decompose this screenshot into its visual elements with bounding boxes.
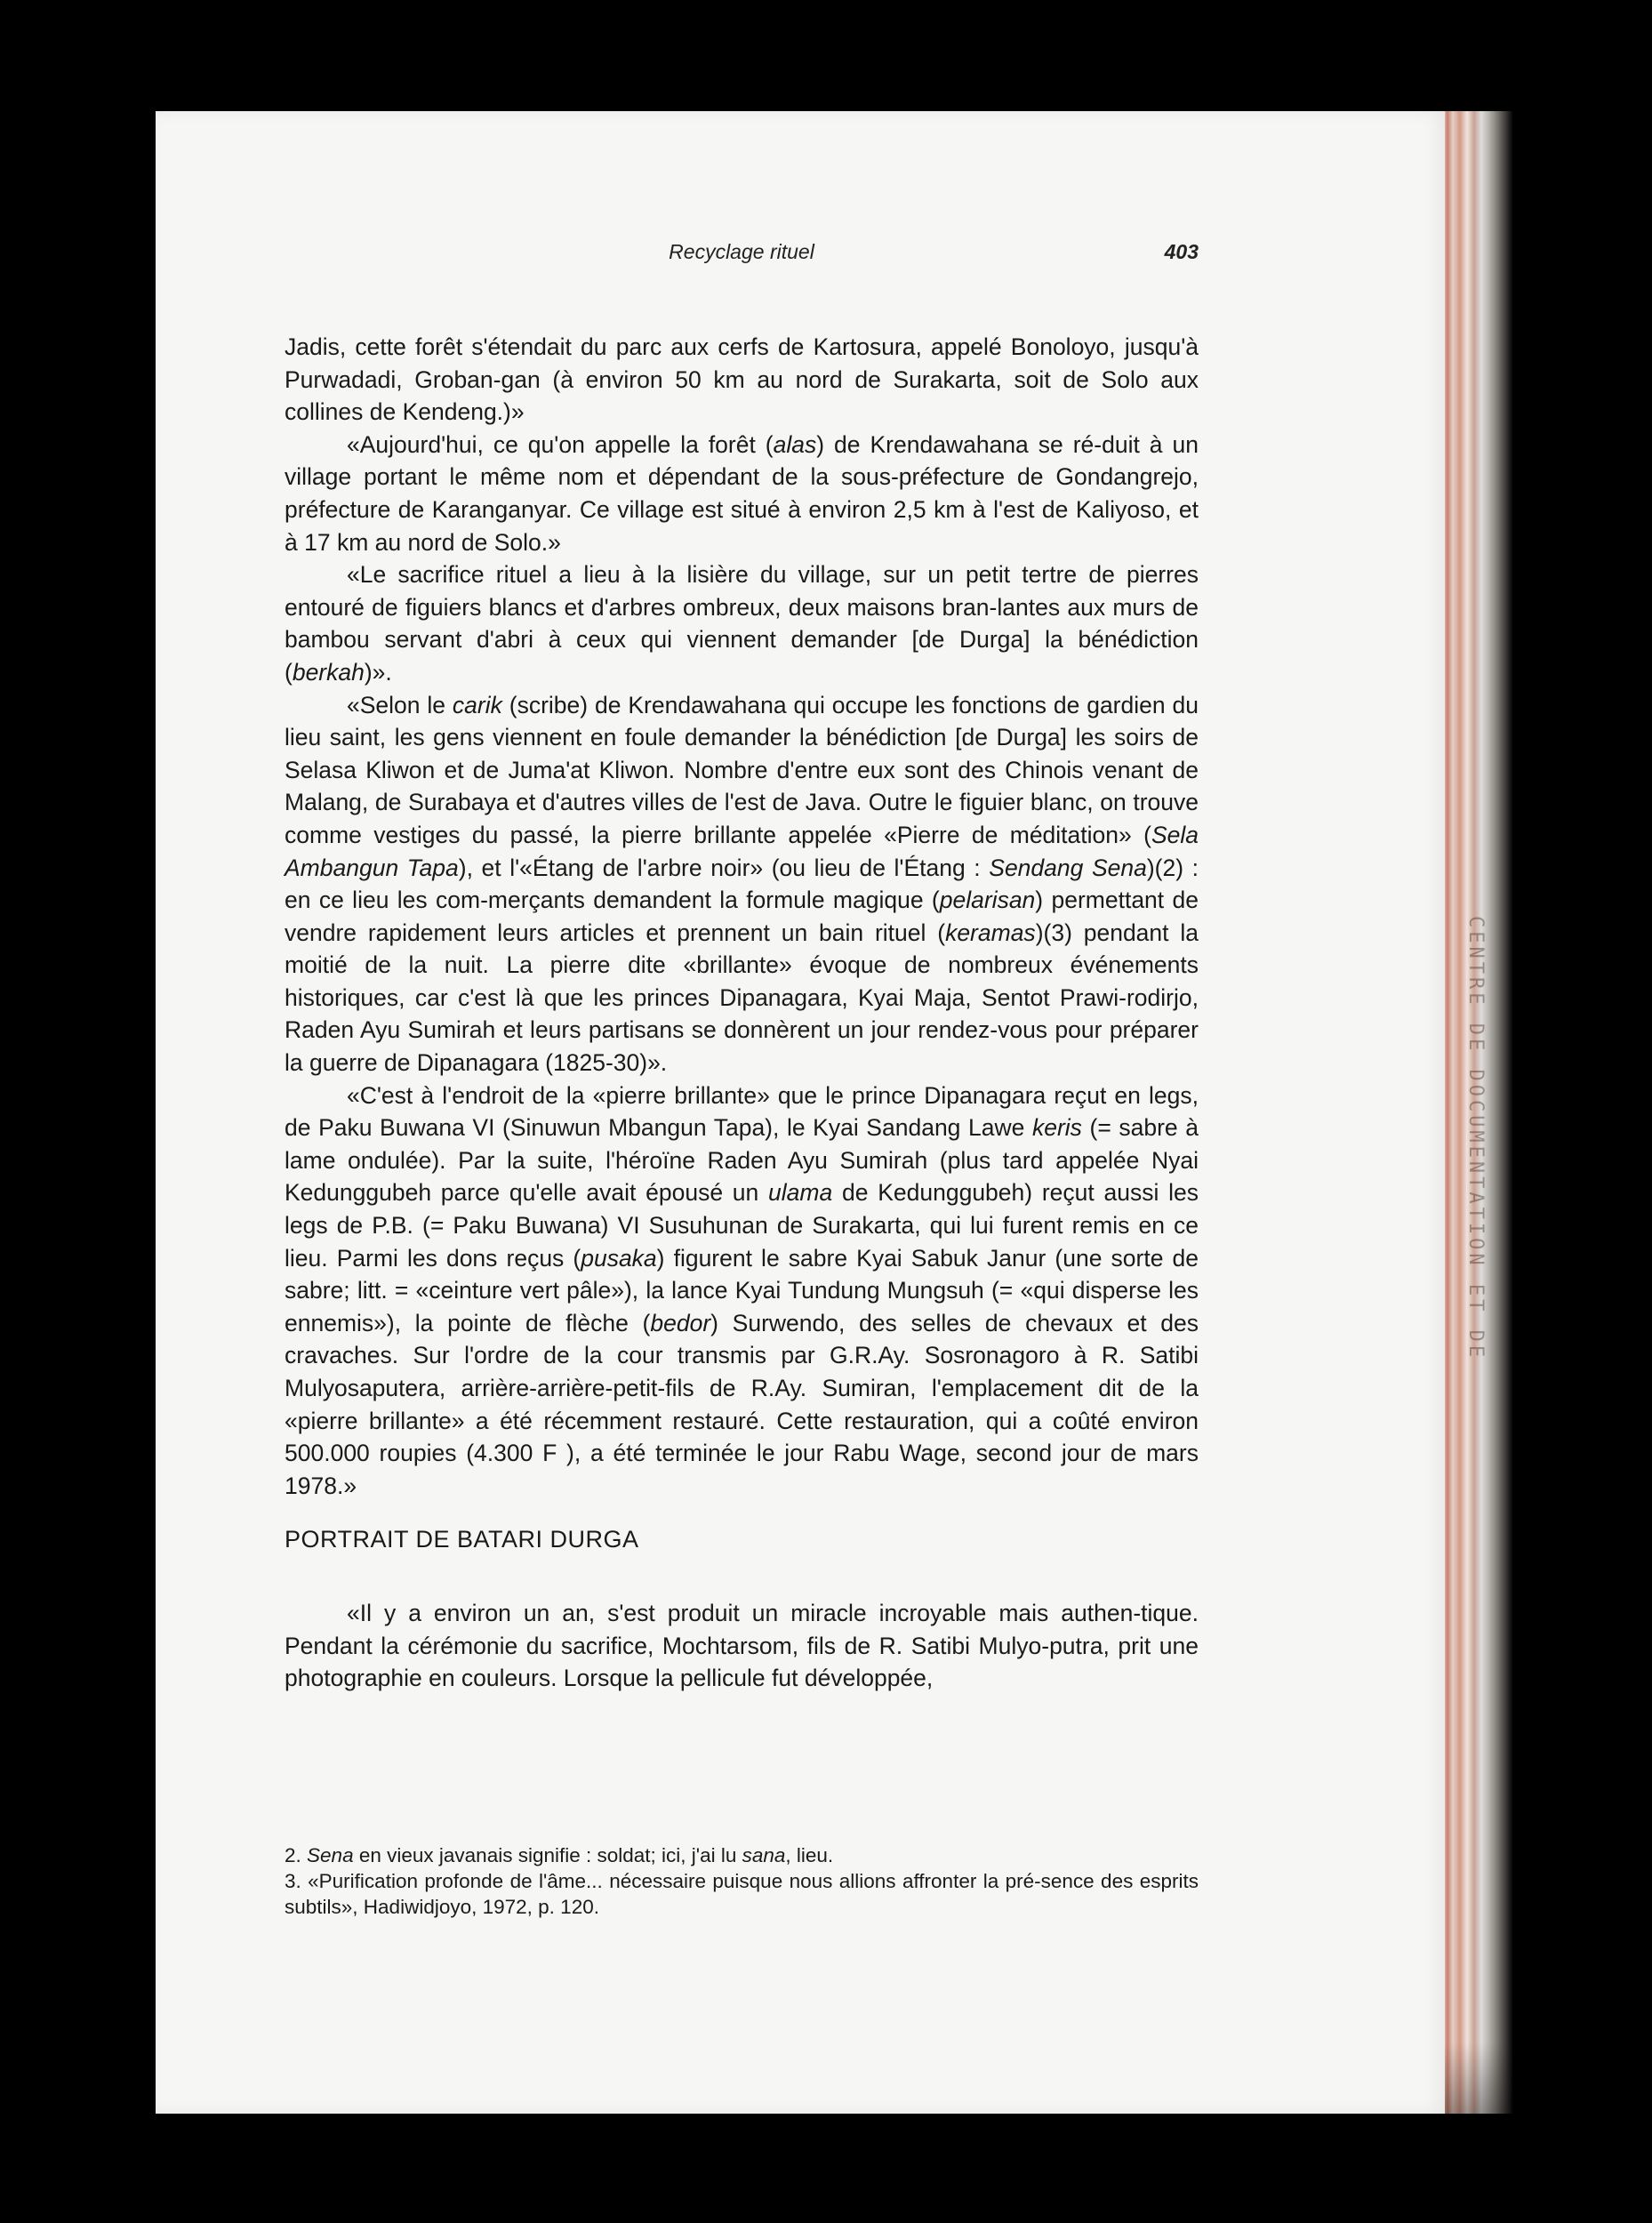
footnote-2: 2. Sena en vieux javanais signifie : soldat; ici, j'ai lu sana, lieu.: [285, 1844, 834, 1866]
body-text: [285, 331, 1199, 1695]
running-title: Recyclage rituel: [669, 240, 814, 263]
library-stamp: CENTRE DE DOCUMENTATION ET DE: [1464, 915, 1487, 1361]
paragraph: «Le sacrifice rituel a lieu à la lisière du village, sur un petit tertre de pierres entouré de figuiers blancs et d'arbres ombreux, deux maisons bran-lantes aux murs de bambou servant d'abri à ceux qui viennent demander [de Durga] la bénédiction (berkah)».: [285, 561, 1199, 686]
footnote-3: 3. «Purification profonde de l'âme... nécessaire puisque nous allions affronter la pré-sence des esprits subtils», Hadiwidjoyo, 1972, p. 120.: [285, 1870, 1199, 1918]
paragraph: «C'est à l'endroit de la «pierre brillante» que le prince Dipanagara reçut en legs, de Paku Buwana VI (Sinuwun Mbangun Tapa), le Kyai Sandang Lawe keris (= sabre à lame ondulée). Par la suite, l'héroïne Raden Ayu Sumirah (plus tard appelée Nyai Kedunggubeh parce qu'elle avait épousé un ulama de Kedunggubeh) reçut aussi les legs de P.B. (= Paku Buwana) VI Susuhunan de Surakarta, qui lui furent remis en ce lieu. Parmi les dons reçus (pusaka) figurent le sabre Kyai Sabuk Janur (une sorte de sabre; litt. = «ceinture vert pâle»), la lance Kyai Tundung Mungsuh (= «qui disperse les ennemis»), la pointe de flèche (bedor) Surwendo, des selles de chevaux et des cravaches. Sur l'ordre de la cour transmis par G.R.Ay. Sosronagoro à R. Satibi Mulyosaputera, arrière-arrière-petit-fils de R.Ay. Sumiran, l'emplacement dit de la «pierre brillante» a été récemment restauré. Cette restauration, qui a coûté environ 500.000 roupies (4.300 F ), a été terminée le jour Rabu Wage, second jour de mars 1978.»: [285, 1081, 1199, 1499]
paragraph: Jadis, cette forêt s'étendait du parc aux cerfs de Kartosura, appelé Bonoloyo, jusqu'à Purwadadi, Groban-gan (à environ 50 km au nord de Surakarta, soit de Solo aux collines de Kendeng.)»: [285, 333, 1199, 426]
footnotes: [285, 1842, 1199, 1920]
page-number: 403: [1164, 240, 1199, 263]
section-heading: PORTRAIT DE BATARI DURGA: [285, 1526, 639, 1553]
paragraph: «Il y a environ un an, s'est produit un miracle incroyable mais authen-tique. Pendant la cérémonie du sacrifice, Mochtarsom, fils de R. Satibi Mulyo-putra, prit une photographie en couleurs. Lorsque la pellicule fut développée,: [285, 1599, 1199, 1692]
paragraph: «Selon le carik (scribe) de Krendawahana qui occupe les fonctions de gardien du lieu saint, les gens viennent en foule demander la bénédiction [de Durga] les soirs de Selasa Kliwon et de Juma'at Kliwon. Nombre d'entre eux sont des Chinois venant de Malang, de Surabaya et d'autres villes de l'est de Java. Outre le figuier blanc, on trouve comme vestiges du passé, la pierre brillante appelée «Pierre de méditation» (Sela Ambangun Tapa), et l'«Étang de l'arbre noir» (ou lieu de l'Étang : Sendang Sena)(2) : en ce lieu les com-merçants demandent la formule magique (pelarisan) permettant de vendre rapidement leurs articles et prennent un bain rituel (keramas)(3) pendant la moitié de la nuit. La pierre dite «brillante» évoque de nombreux événements historiques, car c'est là que les princes Dipanagara, Kyai Maja, Sentot Prawi-rodirjo, Raden Ayu Sumirah et leurs partisans se donnèrent un jour rendez-vous pour préparer la guerre de Dipanagara (1825-30)».: [285, 691, 1199, 1077]
paragraph: «Aujourd'hui, ce qu'on appelle la forêt (alas) de Krendawahana se ré-duit à un village portant le même nom et dépendant de la sous-préfecture de Gondangrejo, préfecture de Karanganyar. Ce village est situé à environ 2,5 km à l'est de Kaliyoso, et à 17 km au nord de Solo.»: [285, 430, 1199, 556]
